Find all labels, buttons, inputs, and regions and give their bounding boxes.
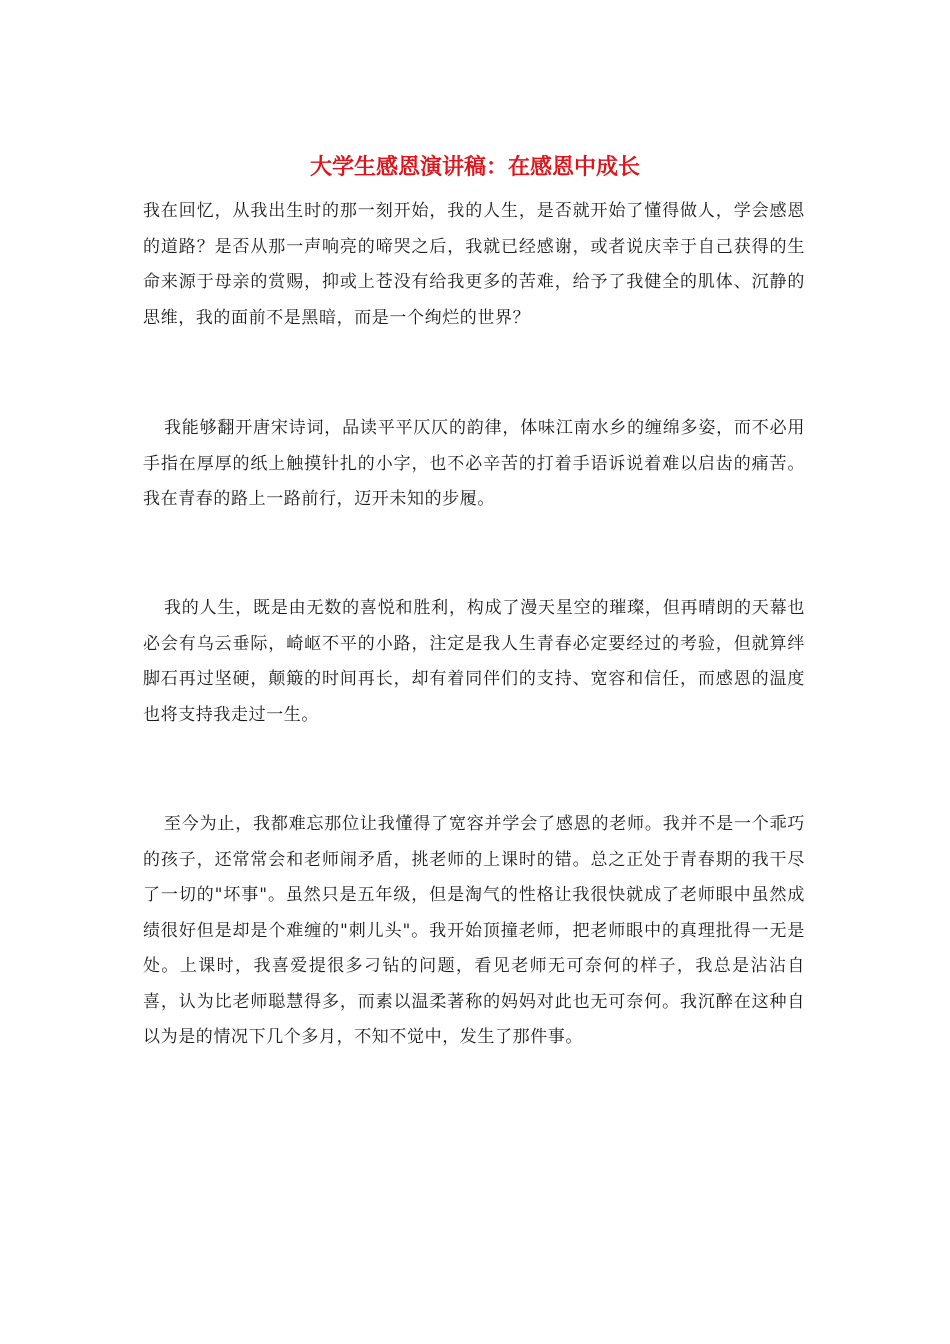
- paragraph-4: 至今为止，我都难忘那位让我懂得了宽容并学会了感恩的老师。我并不是一个乖巧的孩子，还常常会和老师闹矛盾，挑老师的上课时的错。总之正处于青春期的我干尽了一切的"坏事"。虽然只是五年级，但是淘气的性格让我很快就成了老师眼中虽然成绩很好但是却是个难缠的"刺儿头"。我开始顶撞老师，把老师眼中的真理批得一无是处。上课时，我喜爱提很多刁钻的问题，看见老师无可奈何的样子，我总是沾沾自喜，认为比老师聪慧得多，而素以温柔著称的妈妈对此也无可奈何。我沉醉在这种自以为是的情况下几个多月，不知不觉中，发生了那件事。: [143, 814, 805, 1047]
- document-title: 大学生感恩演讲稿：在感恩中成长: [309, 154, 640, 180]
- paragraph-3: 我的人生，既是由无数的喜悦和胜利，构成了漫天星空的璀璨，但再晴朗的天幕也必会有乌云垂际，崎岖不平的小路，注定是我人生青春必定要经过的考验，但就算绊脚石再过坚硬，颠簸的时间再长，却有着同伴们的支持、宽容和信任，而感恩的温度也将支持我走过一生。: [143, 598, 805, 725]
- paragraph-2: 我能够翻开唐宋诗词，品读平平仄仄的韵律，体味江南水乡的缠绵多姿，而不必用手指在厚厚的纸上触摸针扎的小字，也不必辛苦的打着手语诉说着难以启齿的痛苦。我在青春的路上一路前行，迈开未知的步履。: [143, 418, 805, 509]
- paragraph-1: 我在回忆，从我出生时的那一刻开始，我的人生，是否就开始了懂得做人，学会感恩的道路？是否从那一声响亮的啼哭之后，我就已经感谢，或者说庆幸于自己获得的生命来源于母亲的赏赐，抑或上苍没有给我更多的苦难，给予了我健全的肌体、沉静的思维，我的面前不是黑暗，而是一个绚烂的世界？: [143, 201, 805, 328]
